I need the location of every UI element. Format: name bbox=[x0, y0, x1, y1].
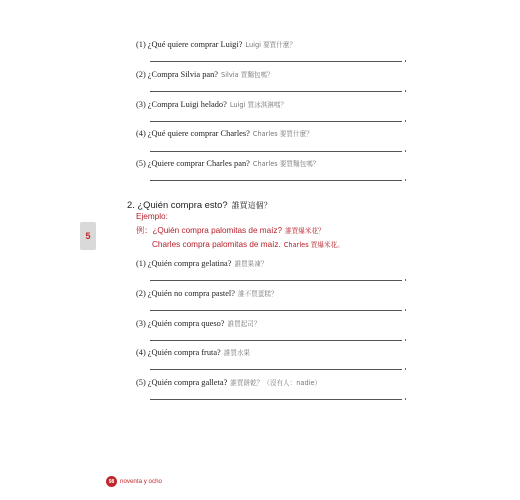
question-text: ¿Quién compra gelatina? bbox=[147, 259, 232, 268]
page-number-badge: 98 bbox=[106, 476, 117, 487]
question-translation: Charles 要買什麼？ bbox=[252, 130, 313, 138]
chapter-tab: 5 bbox=[80, 222, 96, 250]
question-number: (4) bbox=[136, 348, 146, 357]
answer-line[interactable] bbox=[150, 369, 402, 370]
question-2-5 bbox=[136, 377, 321, 389]
question-number: (3) bbox=[136, 319, 146, 328]
question-number: (4) bbox=[136, 129, 146, 138]
question-3 bbox=[136, 99, 287, 111]
question-translation: 誰不買蛋糕？ bbox=[237, 290, 278, 298]
example-question-translation: 誰買爆米花？ bbox=[285, 227, 325, 235]
answer-line[interactable] bbox=[150, 340, 402, 341]
question-text: ¿Qué quiere comprar Charles? bbox=[147, 129, 250, 138]
example-answer-text: Charles compra palomitas de maíz. bbox=[152, 240, 281, 249]
example-label: Ejemplo: bbox=[136, 212, 168, 221]
question-number: (5) bbox=[136, 159, 146, 168]
question-translation: 誰買水果 bbox=[223, 349, 251, 357]
answer-line[interactable] bbox=[150, 180, 402, 181]
question-translation: 誰買起司？ bbox=[227, 320, 261, 328]
question-2-3 bbox=[136, 318, 260, 330]
question-text: ¿Quiere comprar Charles pan? bbox=[147, 159, 250, 168]
question-number: (5) bbox=[136, 378, 146, 387]
question-translation: Luigi 要買什麼？ bbox=[245, 41, 297, 49]
section-heading bbox=[127, 199, 272, 211]
question-translation: 誰買餅乾？（沒有人：nadie） bbox=[230, 379, 322, 387]
question-text: ¿Quién compra queso? bbox=[147, 319, 225, 328]
question-translation: Silvia 買麵包嗎？ bbox=[221, 71, 274, 79]
question-number: (2) bbox=[136, 289, 146, 298]
page-footer bbox=[106, 476, 162, 487]
example-answer bbox=[152, 239, 344, 249]
section-heading-translation: 誰買這個？ bbox=[231, 201, 272, 210]
page-number-words: noventa y ocho bbox=[120, 478, 162, 485]
example-question-text: 例：¿Quién compra palomitas de maíz? bbox=[136, 226, 283, 235]
question-text: ¿Compra Silvia pan? bbox=[147, 70, 219, 79]
example-question bbox=[136, 225, 325, 236]
section-heading-text: 2. ¿Quién compra esto? bbox=[127, 199, 228, 210]
question-2-2 bbox=[136, 288, 278, 300]
question-number: (3) bbox=[136, 100, 146, 109]
question-text: ¿Qué quiere comprar Luigi? bbox=[147, 40, 243, 49]
question-number: (1) bbox=[136, 259, 146, 268]
answer-line[interactable] bbox=[150, 91, 402, 92]
question-1 bbox=[136, 39, 296, 51]
question-2-1 bbox=[136, 258, 267, 270]
answer-line[interactable] bbox=[150, 61, 402, 62]
question-2-4 bbox=[136, 347, 250, 359]
question-text: ¿Quién compra fruta? bbox=[147, 348, 221, 357]
question-number: (1) bbox=[136, 40, 146, 49]
question-translation: 誰買果凍？ bbox=[234, 260, 268, 268]
question-number: (2) bbox=[136, 70, 146, 79]
answer-line[interactable] bbox=[150, 399, 402, 400]
question-4 bbox=[136, 128, 313, 140]
answer-line[interactable] bbox=[150, 310, 402, 311]
example-answer-translation: Charles 買爆米花。 bbox=[283, 241, 344, 249]
answer-line[interactable] bbox=[150, 280, 402, 281]
question-5 bbox=[136, 158, 319, 170]
question-text: ¿Quién compra galleta? bbox=[147, 378, 228, 387]
answer-line[interactable] bbox=[150, 151, 402, 152]
question-text: ¿Quién no compra pastel? bbox=[147, 289, 235, 298]
question-translation: Luigi 買冰淇淋嗎？ bbox=[229, 101, 288, 109]
question-translation: Charles 要買麵包嗎？ bbox=[252, 160, 320, 168]
answer-line[interactable] bbox=[150, 121, 402, 122]
question-text: ¿Compra Luigi helado? bbox=[147, 100, 227, 109]
question-2 bbox=[136, 69, 274, 81]
